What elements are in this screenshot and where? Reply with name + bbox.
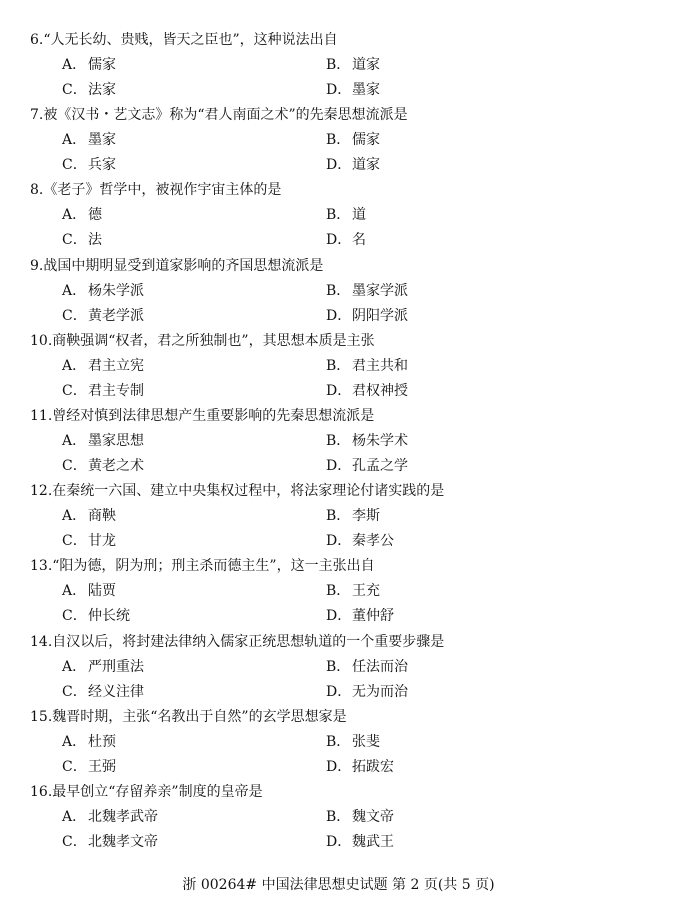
option-letter: A． (62, 357, 87, 374)
option-text: 仲长统 (88, 608, 130, 625)
option-a (62, 203, 102, 228)
option-c (62, 604, 130, 629)
option-letter: B． (326, 282, 351, 299)
question-text: 在秦统一六国、建立中央集权过程中，将法家理论付诸实践的是 (52, 483, 445, 500)
option-text: 法家 (88, 82, 116, 98)
option-letter: C． (62, 833, 87, 850)
question-text: 被《汉书・艺文志》称为“君人南面之术”的先秦思想流派是 (43, 107, 408, 124)
option-text: 王充 (352, 583, 380, 600)
option-letter: A． (62, 432, 87, 449)
option-d (326, 379, 408, 404)
option-letter: B． (326, 658, 351, 675)
option-text: 张斐 (352, 733, 380, 750)
option-d (326, 755, 394, 780)
option-letter: C． (62, 382, 87, 399)
question-9 (0, 254, 677, 329)
option-text: 无为而治 (352, 683, 408, 700)
question-number: 11. (30, 407, 53, 424)
question-stem (30, 479, 444, 504)
question-10 (0, 329, 677, 404)
question-text: 最早创立“存留养亲”制度的皇帝是 (52, 783, 263, 800)
option-letter: C． (62, 533, 87, 550)
question-text: “人无长幼、贵贱，皆天之臣也”，这种说法出自 (43, 32, 338, 48)
option-text: 道 (352, 207, 366, 224)
question-stem (30, 329, 375, 354)
option-b (326, 128, 380, 153)
option-letter: B． (326, 207, 351, 224)
option-letter: B． (326, 583, 351, 600)
option-text: 儒家 (88, 57, 116, 73)
option-b (326, 354, 408, 379)
option-d (326, 228, 366, 253)
option-d (326, 830, 394, 855)
option-text: 孔孟之学 (352, 457, 408, 474)
question-text: “阳为德，阴为刑；刑主杀而德主生”，这一主张出自 (52, 558, 375, 575)
option-a (62, 429, 144, 454)
option-text: 道家 (352, 157, 380, 174)
option-d (326, 454, 408, 479)
question-8 (0, 178, 677, 253)
option-a (62, 354, 144, 379)
option-text: 王弼 (88, 758, 116, 775)
question-7 (0, 103, 677, 178)
option-text: 墨家思想 (88, 432, 144, 449)
option-letter: D． (326, 82, 352, 98)
option-b (326, 805, 394, 830)
question-number: 14. (30, 633, 53, 650)
option-text: 经义注律 (88, 683, 144, 700)
option-text: 杨朱学术 (352, 432, 408, 449)
option-letter: B． (326, 57, 351, 73)
option-text: 黄老学派 (88, 307, 144, 324)
option-letter: D． (326, 533, 352, 550)
question-stem (30, 404, 374, 429)
question-text: 战国中期明显受到道家影响的齐国思想流派是 (43, 257, 324, 274)
question-text: 自汉以后，将封建法律纳入儒家正统思想轨道的一个重要步骤是 (52, 633, 445, 650)
option-text: 兵家 (88, 157, 116, 174)
question-15 (0, 705, 677, 780)
option-text: 墨家 (88, 132, 116, 149)
option-letter: B． (326, 733, 351, 750)
option-c (62, 755, 116, 780)
option-a (62, 579, 116, 604)
option-text: 墨家学派 (352, 282, 408, 299)
question-list (0, 28, 677, 855)
option-c (62, 680, 144, 705)
option-a (62, 805, 158, 830)
question-stem (30, 178, 281, 203)
option-a (62, 730, 116, 755)
option-letter: A． (62, 132, 87, 149)
question-stem (30, 28, 338, 53)
question-6 (0, 28, 677, 103)
option-text: 名 (352, 232, 366, 249)
option-letter: C． (62, 758, 87, 775)
question-stem (30, 254, 323, 279)
option-a (62, 504, 116, 529)
option-d (326, 604, 394, 629)
option-letter: B． (326, 508, 351, 525)
option-c (62, 153, 116, 178)
option-letter: D． (326, 833, 352, 850)
question-text: 《老子》哲学中，被视作宇宙主体的是 (43, 182, 282, 199)
page-footer: 浙 00264# 中国法律思想史试题 第 2 页(共 5 页) (182, 877, 495, 893)
option-text: 拓跋宏 (352, 758, 394, 775)
option-letter: D． (326, 382, 352, 399)
option-b (326, 429, 408, 454)
question-stem (30, 705, 347, 730)
option-letter: B． (326, 432, 351, 449)
option-text: 君主立宪 (88, 357, 144, 374)
option-text: 君权神授 (352, 382, 408, 399)
option-text: 李斯 (352, 508, 380, 525)
option-text: 魏文帝 (352, 808, 394, 825)
question-stem (30, 780, 263, 805)
option-letter: A． (62, 808, 87, 825)
option-text: 魏武王 (352, 833, 394, 850)
option-c (62, 304, 144, 329)
option-b (326, 203, 366, 228)
question-text: 商鞅强调“权者，君之所独制也”，其思想本质是主张 (52, 332, 375, 349)
question-13 (0, 554, 677, 629)
option-c (62, 830, 158, 855)
option-text: 陆贾 (88, 583, 116, 600)
option-letter: D． (326, 608, 352, 625)
option-d (326, 153, 380, 178)
option-letter: A． (62, 583, 87, 600)
option-text: 君主共和 (352, 357, 408, 374)
option-letter: A． (62, 508, 87, 525)
option-letter: A． (62, 733, 87, 750)
option-b (326, 504, 380, 529)
option-letter: A． (62, 282, 87, 299)
option-d (326, 680, 408, 705)
question-number: 7. (30, 107, 44, 124)
option-text: 北魏孝武帝 (88, 808, 158, 825)
option-text: 秦孝公 (352, 533, 394, 550)
option-letter: C． (62, 157, 87, 174)
option-letter: D． (326, 307, 352, 324)
option-c (62, 379, 144, 404)
option-text: 君主专制 (88, 382, 144, 399)
option-d (326, 78, 380, 103)
question-text: 魏晋时期，主张“名教出于自然”的玄学思想家是 (52, 708, 347, 725)
option-letter: C． (62, 82, 87, 98)
option-letter: C． (62, 232, 87, 249)
option-c (62, 529, 116, 554)
question-number: 12. (30, 483, 53, 500)
option-text: 法 (88, 232, 102, 249)
option-text: 杜预 (88, 733, 116, 750)
option-a (62, 128, 116, 153)
question-text: 曾经对慎到法律思想产生重要影响的先秦思想流派是 (52, 407, 375, 424)
option-text: 董仲舒 (352, 608, 394, 625)
option-b (326, 730, 380, 755)
option-letter: D． (326, 758, 352, 775)
option-b (326, 53, 380, 78)
question-number: 15. (30, 708, 53, 725)
option-text: 任法而治 (352, 658, 408, 675)
option-text: 儒家 (352, 132, 380, 149)
option-b (326, 655, 408, 680)
option-text: 甘龙 (88, 533, 116, 550)
option-text: 阴阳学派 (352, 307, 408, 324)
option-letter: D． (326, 683, 352, 700)
option-d (326, 529, 394, 554)
option-letter: B． (326, 357, 351, 374)
option-text: 道家 (352, 57, 380, 73)
option-letter: D． (326, 157, 352, 174)
question-number: 16. (30, 783, 53, 800)
question-stem (30, 103, 408, 128)
option-b (326, 279, 408, 304)
option-letter: D． (326, 232, 352, 249)
option-letter: A． (62, 658, 87, 675)
question-stem (30, 630, 444, 655)
option-letter: B． (326, 132, 351, 149)
option-text: 黄老之术 (88, 457, 144, 474)
option-c (62, 78, 116, 103)
option-letter: C． (62, 457, 87, 474)
option-text: 商鞅 (88, 508, 116, 525)
question-12 (0, 479, 677, 554)
option-a (62, 53, 116, 78)
question-number: 6. (30, 32, 44, 48)
option-text: 墨家 (352, 82, 380, 98)
question-number: 13. (30, 558, 53, 575)
question-14 (0, 630, 677, 705)
option-b (326, 579, 380, 604)
question-stem (30, 554, 375, 579)
option-text: 严刑重法 (88, 658, 144, 675)
question-16 (0, 780, 677, 855)
option-text: 杨朱学派 (88, 282, 144, 299)
option-a (62, 279, 144, 304)
option-d (326, 304, 408, 329)
question-number: 10. (30, 332, 53, 349)
option-letter: C． (62, 608, 87, 625)
option-a (62, 655, 144, 680)
question-number: 9. (30, 257, 44, 274)
option-letter: D． (326, 457, 352, 474)
option-c (62, 228, 102, 253)
option-letter: B． (326, 808, 351, 825)
question-number: 8. (30, 182, 44, 199)
option-letter: A． (62, 207, 87, 224)
option-c (62, 454, 144, 479)
option-letter: C． (62, 683, 87, 700)
option-text: 德 (88, 207, 102, 224)
option-text: 北魏孝文帝 (88, 833, 158, 850)
option-letter: A． (62, 57, 87, 73)
option-letter: C． (62, 307, 87, 324)
question-11 (0, 404, 677, 479)
